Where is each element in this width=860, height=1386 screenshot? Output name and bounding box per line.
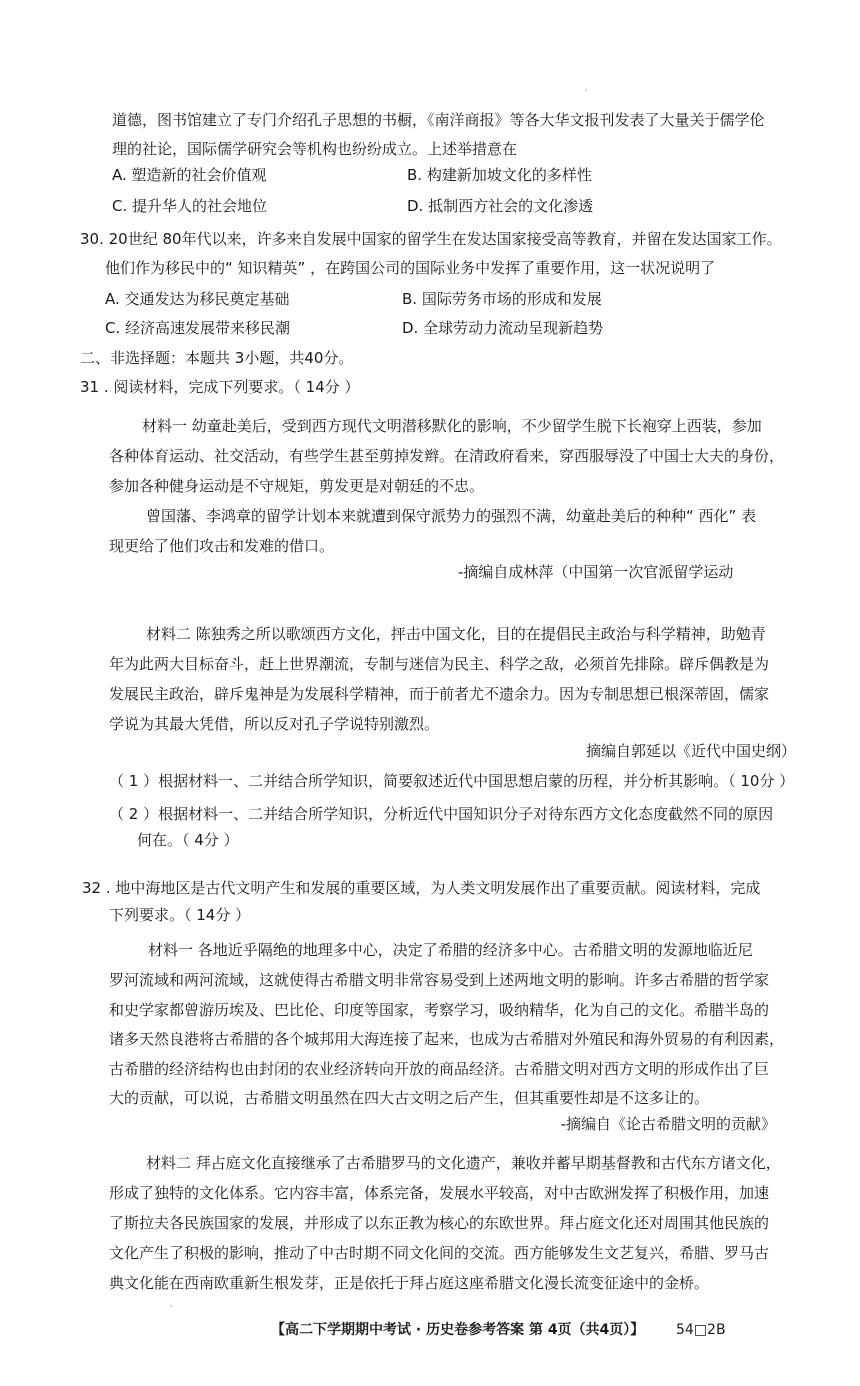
- q31-material-2-line-1: 材料二 陈独秀之所以歌颂西方文化，抨击中国文化，目的在提倡民主政治与科学精神，助勉青: [146, 625, 766, 643]
- q29-option-d: D. 抵制西方社会的文化渗透: [407, 197, 594, 215]
- q32-material-2-line-2: 形成了独特的文化体系。它内容丰富，体系完备，发展水平较高，对中古欧洲发挥了积极作用，加速: [109, 1184, 770, 1202]
- q30-line-2: 他们作为移民中的“ 知识精英” ，在跨国公司的国际业务中发挥了重要作用，这一状况说明了: [105, 259, 716, 277]
- q30-option-d: D. 全球劳动力流动呈现新趋势: [402, 319, 604, 337]
- scan-dot-bottom: ·: [170, 1302, 173, 1311]
- q29-option-a: A. 塑造新的社会价值观: [112, 166, 267, 184]
- q32-header-line-2: 下列要求。（ 14分 ）: [109, 906, 251, 924]
- q31-question-2-line-2: 何在。（ 4分 ）: [137, 831, 239, 849]
- page-footer-title: 【高二下学期期中考试 · 历史卷参考答案 第 4页（共4页）】: [271, 1322, 645, 1338]
- q32-material-1-line-4: 诸多天然良港将古希腊的各个城邦用大海连接了起来，也成为古希腊对外殖民和海外贸易的有利因素，: [109, 1030, 785, 1048]
- q32-material-1-line-1: 材料一 各地近乎隔绝的地理多中心，决定了希腊的经济多中心。古希腊文明的发源地临近尼: [148, 941, 753, 959]
- q30-line-1: 30. 20世纪 80年代以来，许多来自发展中国家的留学生在发达国家接受高等教育，并留在发达国家工作。: [80, 230, 782, 248]
- q30-option-c: C. 经济高速发展带来移民潮: [105, 319, 291, 337]
- q30-option-a: A. 交通发达为移民奠定基础: [105, 290, 290, 308]
- q32-material-1-line-5: 古希腊的经济结构也由封闭的农业经济转向开放的商品经济。古希腊文明对西方文明的形成作出了巨: [109, 1060, 770, 1078]
- q31-material-2-line-3: 发展民主政治，辟斥鬼神是为发展科学精神，而于前者尤不遗余力。因为专制思想已根深蒂固，儒家: [109, 685, 770, 703]
- q31-material-1-line-4: 曾国藩、李鸿章的留学计划本来就遭到保守派势力的强烈不满，幼童赴美后的种种“ 西化” 表: [146, 507, 757, 525]
- q31-material-1-source: -摘编自成林萍（中国第一次官派留学运动: [458, 563, 734, 581]
- q31-question-2-line-1: （ 2 ）根据材料一、二并结合所学知识，分析近代中国知识分子对待东西方文化态度截然不同的原因: [109, 805, 774, 823]
- q32-material-2-line-4: 文化产生了积极的影响，推动了中古时期不同文化间的交流。西方能够发生文艺复兴，希腊、罗马古: [109, 1244, 770, 1262]
- q31-material-2-line-4: 学说为其最大凭借，所以反对孔子学说特别激烈。: [109, 715, 440, 733]
- q30-option-b: B. 国际劳务市场的形成和发展: [402, 290, 602, 308]
- q32-material-2-line-1: 材料二 拜占庭文化直接继承了古希腊罗马的文化遗产，兼收并蓄早期基督教和古代东方诸文化，: [146, 1154, 781, 1172]
- q32-material-1-line-6: 大的贡献，可以说，古希腊文明虽然在四大古文明之后产生，但其重要性却是不这多让的。: [109, 1089, 710, 1107]
- q31-material-2-line-2: 年为此两大目标奋斗，赶上世界潮流，专制与迷信为民主、科学之敌，必须首先排除。辟斥偶教是为: [109, 655, 770, 673]
- q32-material-1-line-3: 和史学家都曾游历埃及、巴比伦、印度等国家，考察学习，吸纳精华，化为自己的文化。希腊半岛的: [109, 1001, 770, 1019]
- q29-line-2: 理的社论，国际儒学研究会等机构也纷纷成立。上述举措意在: [112, 140, 518, 158]
- q31-question-1: （ 1 ）根据材料一、二并结合所学知识，简要叙述近代中国思想启蒙的历程，并分析其影响。（ 10分 ）: [109, 772, 795, 790]
- q32-material-2-line-5: 典文化能在西南欧重新生根发芽，正是依托于拜占庭这座希腊文化漫长流变征途中的金桥。: [109, 1274, 710, 1292]
- scan-dot-top: ·: [585, 86, 588, 95]
- q32-material-1-source: -摘编自《论古希腊文明的贡献》: [560, 1115, 776, 1133]
- q29-option-c: C. 提升华人的社会地位: [112, 197, 268, 215]
- q29-line-1: 道德，图书馆建立了专门介绍孔子思想的书橱，《南洋商报》等各大华文报刊发表了大量关于儒学伦: [112, 111, 765, 129]
- q31-material-1-line-3: 参加各种健身运动是不守规矩，剪发更是对朝廷的不忠。: [109, 477, 485, 495]
- q31-material-1-line-5: 现更给了他们攻击和发难的借口。: [109, 537, 335, 555]
- q31-header: 31 . 阅读材料，完成下列要求。（ 14分 ）: [80, 378, 360, 396]
- q32-header-line-1: 32 . 地中海地区是古代文明产生和发展的重要区域，为人类文明发展作出了重要贡献。阅读材料，完成: [82, 879, 761, 897]
- q31-material-2-source: 摘编自郭延以《近代中国史纲）: [585, 742, 796, 760]
- q32-material-1-line-2: 罗河流域和两河流域，这就使得古希腊文明非常容易受到上述两地文明的影响。许多古希腊的哲学家: [109, 971, 770, 989]
- q29-option-b: B. 构建新加坡文化的多样性: [407, 166, 592, 184]
- q32-material-2-line-3: 了斯拉夫各民族国家的发展，并形成了以东正教为核心的东欧世界。拜占庭文化还对周围其他民族的: [109, 1214, 770, 1232]
- section-2-heading: 二、非选择题：本题共 3小题，共40分。: [80, 349, 354, 367]
- q31-material-1-line-1: 材料一 幼童赴美后，受到西方现代文明潜移默化的影响，不少留学生脱下长袍穿上西装，参加: [142, 417, 762, 435]
- q31-material-1-line-2: 各种体育运动、社交活动，有些学生甚至剪掉发辫。在清政府看来，穿西服辱没了中国士大夫的身份，: [109, 447, 785, 465]
- page-footer-code: 54□2B: [676, 1322, 726, 1338]
